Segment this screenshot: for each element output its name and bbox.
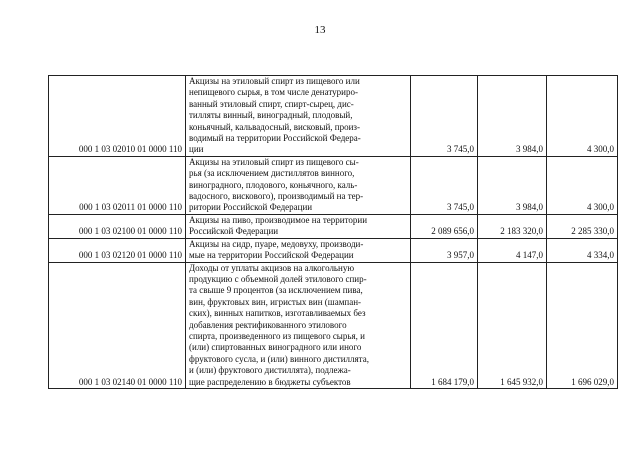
description-line: непищевого сырья, в том числе денатуриро- — [189, 87, 359, 98]
description-line: Акцизы на этиловый спирт из пищевого сы- — [189, 156, 359, 167]
amount-year-3: 4 300,0 — [547, 156, 618, 214]
description-line: Доходы от уплаты акцизов на алкогольную — [189, 262, 355, 273]
description-line: ции — [189, 144, 204, 155]
amount-year-2: 1 645 932,0 — [478, 262, 547, 388]
description-line: Акцизы на этиловый спирт из пищевого или — [189, 76, 360, 86]
amount-year-3: 4 334,0 — [547, 238, 618, 262]
description-line: фруктового сусла, и (или) винного дистиллята, — [189, 353, 369, 364]
amount-year-1: 3 745,0 — [411, 76, 478, 157]
description-line: щие распределению в бюджеты субъектов — [189, 376, 351, 387]
description-line: та свыше 9 процентов (за исключением пива, — [189, 285, 363, 296]
amount-year-2: 3 984,0 — [478, 156, 547, 214]
revenue-description — [186, 214, 411, 238]
table-row — [49, 156, 618, 214]
amount-year-1: 3 957,0 — [411, 238, 478, 262]
table-row — [49, 262, 618, 388]
page-number: 13 — [314, 24, 326, 36]
description-line: коньячный, кальвадосный, висковый, произ- — [189, 121, 360, 132]
table-row — [49, 238, 618, 262]
revenue-description — [186, 262, 411, 388]
budget-classification-code: 000 1 03 02140 01 0000 110 — [49, 262, 186, 388]
table-row — [49, 214, 618, 238]
description-line: ских), винных напитков, изготавливаемых без — [189, 308, 366, 319]
amount-year-3: 4 300,0 — [547, 76, 618, 157]
description-line: вадосного, вискового), производимый на тер- — [189, 191, 364, 202]
description-line: спирта, произведенного из пищевого сырья, и — [189, 330, 365, 341]
amount-year-3: 2 285 330,0 — [547, 214, 618, 238]
description-line: ритории Российской Федерации — [189, 202, 313, 213]
description-line: добавления ректификованного этилового — [189, 319, 347, 330]
description-line: Акцизы на сидр, пуаре, медовуху, производи- — [189, 238, 364, 249]
amount-year-2: 2 183 320,0 — [478, 214, 547, 238]
description-line: рья (за исключением дистиллятов винного, — [189, 168, 355, 179]
description-line: Российской Федерации — [189, 226, 279, 237]
amount-year-1: 1 684 179,0 — [411, 262, 478, 388]
description-line: продукцию с объемной долей этилового спир- — [189, 273, 367, 284]
description-line: ванный этиловый спирт, спирт-сырец, дис- — [189, 98, 354, 109]
description-line: вин, фруктовых вин, игристых вин (шампан- — [189, 296, 362, 307]
budget-classification-code: 000 1 03 02011 01 0000 110 — [49, 156, 186, 214]
amount-year-1: 2 089 656,0 — [411, 214, 478, 238]
amount-year-2: 3 984,0 — [478, 76, 547, 157]
revenue-description — [186, 76, 411, 157]
amount-year-3: 1 696 029,0 — [547, 262, 618, 388]
description-line: (или) спиртованных виноградного или иного — [189, 342, 362, 353]
table-row — [49, 76, 618, 157]
budget-classification-code: 000 1 03 02100 01 0000 110 — [49, 214, 186, 238]
description-line: тилляты винный, виноградный, плодовый, — [189, 110, 353, 121]
budget-revenue-table — [48, 75, 618, 389]
amount-year-2: 4 147,0 — [478, 238, 547, 262]
description-line: водимый на территории Российской Федера- — [189, 133, 361, 144]
amount-year-1: 3 745,0 — [411, 156, 478, 214]
revenue-description — [186, 238, 411, 262]
budget-classification-code: 000 1 03 02120 01 0000 110 — [49, 238, 186, 262]
budget-classification-code: 000 1 03 02010 01 0000 110 — [49, 76, 186, 157]
description-line: Акцизы на пиво, производимое на территории — [189, 214, 368, 225]
description-line: виноградного, плодового, коньячного, каль- — [189, 179, 358, 190]
description-line: мые на территории Российской Федерации — [189, 250, 354, 261]
description-line: и (или) фруктового дистиллята), подлежа- — [189, 365, 351, 376]
revenue-description — [186, 156, 411, 214]
